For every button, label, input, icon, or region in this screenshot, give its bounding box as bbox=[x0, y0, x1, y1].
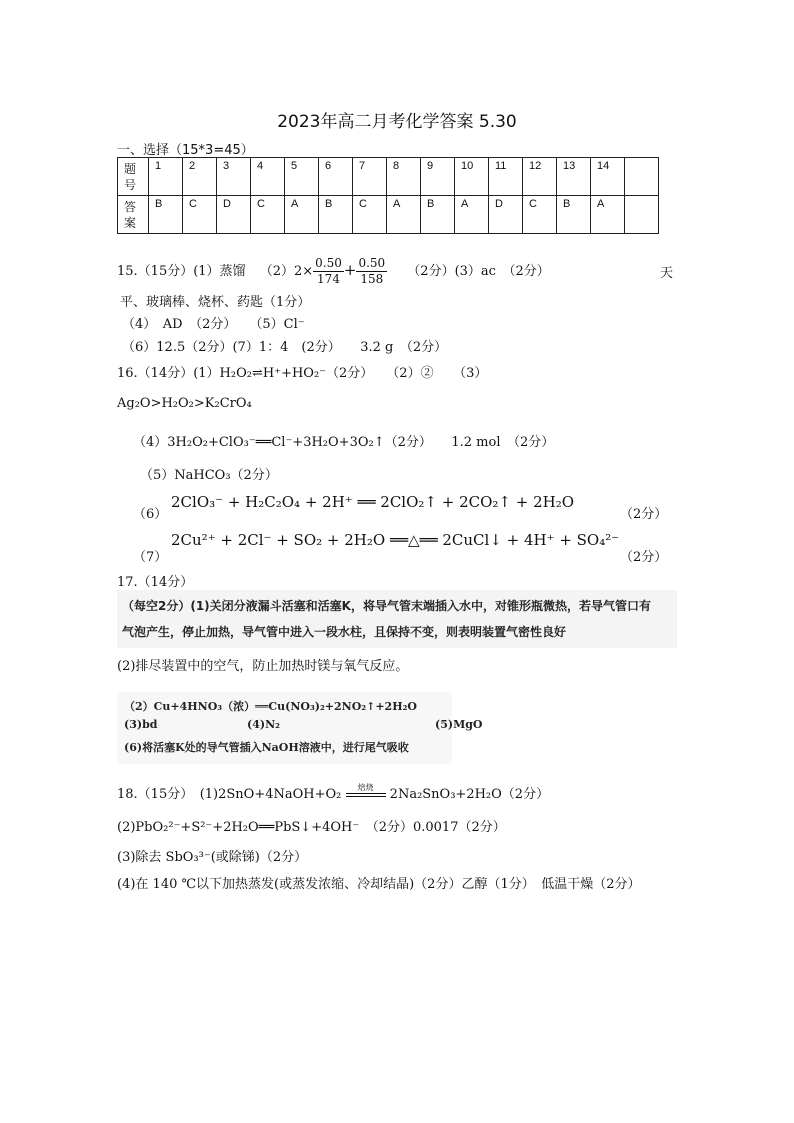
table-cell: A bbox=[591, 196, 625, 234]
table-cell: B bbox=[319, 196, 353, 234]
q17-scan-answer-1 bbox=[117, 590, 677, 648]
q17-heading: 17.（14分） bbox=[117, 575, 194, 590]
q15-part3: （2分）(3）ac （2分） bbox=[407, 264, 550, 279]
table-cell: 5 bbox=[285, 158, 319, 196]
q18-line3: (3)除去 SbO₃³⁻(或除锑)（2分） bbox=[117, 850, 308, 865]
q17-scan2-line2a: (3)bd bbox=[124, 718, 158, 731]
table-cell bbox=[625, 196, 659, 234]
q15-part2-prefix: （2）2× bbox=[259, 264, 314, 279]
q15-line1-end: 天 bbox=[660, 266, 674, 281]
q16-line6-label: （7） bbox=[133, 550, 168, 565]
double-line bbox=[346, 793, 386, 797]
q15-line1 bbox=[117, 256, 550, 287]
table-cell: C bbox=[523, 196, 557, 234]
table-cell: 2 bbox=[183, 158, 217, 196]
fraction-1-numerator: 0.50 bbox=[315, 256, 342, 270]
table-cell: 6 bbox=[319, 158, 353, 196]
table-cell: 9 bbox=[421, 158, 455, 196]
page-title: 2023年高二月考化学答案 5.30 bbox=[277, 112, 517, 132]
table-cell: A bbox=[455, 196, 489, 234]
q18-line2: (2)PbO₂²⁻+S²⁻+2H₂O══PbS↓+4OH⁻ （2分）0.0017（2分） bbox=[117, 820, 506, 835]
row-head-number: 题号 bbox=[118, 158, 149, 196]
q16-line1: 16.（14分）(1）H₂O₂⇌H⁺+HO₂⁻（2分） （2）② （3） bbox=[117, 366, 488, 381]
table-cell: C bbox=[353, 196, 387, 234]
table-cell: A bbox=[285, 196, 319, 234]
table-cell: 12 bbox=[523, 158, 557, 196]
q16-equation-6: 2ClO₃⁻ + H₂C₂O₄ + 2H⁺ ══ 2ClO₂↑ + 2CO₂↑ + 2H₂O bbox=[171, 493, 575, 511]
q16-line4: （5）NaHCO₃（2分） bbox=[140, 468, 278, 483]
table-cell: B bbox=[149, 196, 183, 234]
q18-line1-right: 2Na₂SnO₃+2H₂O（2分） bbox=[389, 787, 550, 802]
plus-sign: + bbox=[343, 261, 357, 279]
table-row-numbers bbox=[118, 158, 659, 196]
table-cell: 11 bbox=[489, 158, 523, 196]
answer-table bbox=[117, 157, 659, 234]
q15-part1: 15.（15分）(1）蒸馏 bbox=[117, 264, 246, 279]
q17-scan2-line2c: (5)MgO bbox=[435, 718, 483, 731]
q16-line3: （4）3H₂O₂+ClO₃⁻══Cl⁻+3H₂O+3O₂↑（2分） 1.2 mol （2分） bbox=[133, 435, 555, 450]
table-cell: 13 bbox=[557, 158, 591, 196]
q16-line5-label: （6） bbox=[133, 507, 168, 522]
table-cell: A bbox=[387, 196, 421, 234]
q16-line6-score: （2分） bbox=[620, 550, 668, 565]
q17-scan1-line2: 气泡产生，停止加热，导气管中进入一段水柱，且保持不变，则表明装置气密性良好 bbox=[122, 625, 567, 639]
table-cell: D bbox=[217, 196, 251, 234]
row-head-answer: 答案 bbox=[118, 196, 149, 234]
fraction-2-numerator: 0.50 bbox=[358, 256, 386, 270]
q17-scan1-line1: （每空2分）(1)关闭分液漏斗活塞和活塞K，将导气管末端插入水中，对锥形瓶微热，若导气管口有 bbox=[122, 599, 651, 613]
table-cell: C bbox=[251, 196, 285, 234]
section-heading-choice: 一、选择（15*3=45） bbox=[117, 143, 254, 158]
table-cell: B bbox=[421, 196, 455, 234]
q15-line2: 平、玻璃棒、烧杯、药匙（1分） bbox=[120, 295, 311, 310]
table-cell: D bbox=[489, 196, 523, 234]
fraction-2 bbox=[356, 256, 387, 287]
fraction-1 bbox=[313, 256, 344, 287]
table-cell: B bbox=[557, 196, 591, 234]
table-cell: C bbox=[183, 196, 217, 234]
q16-equation-7: 2Cu²⁺ + 2Cl⁻ + SO₂ + 2H₂O ══△══ 2CuCl↓ + 4H⁺ + SO₄²⁻ bbox=[171, 531, 620, 549]
fraction-1-denominator: 174 bbox=[317, 272, 340, 286]
q16-line5-score: （2分） bbox=[620, 507, 668, 522]
q17-scan2-line3: (6)将活塞K处的导气管插入NaOH溶液中，进行尾气吸收 bbox=[124, 741, 409, 754]
table-cell: 10 bbox=[455, 158, 489, 196]
q17-scan-answer-2 bbox=[117, 692, 483, 764]
q15-line4: （6）12.5（2分）(7）1：4 (2分） 3.2 g （2分） bbox=[122, 340, 448, 355]
q18-line1-left: 18.（15分） (1)2SnO+4NaOH+O₂ bbox=[117, 787, 342, 802]
table-cell: 14 bbox=[591, 158, 625, 196]
table-cell: 7 bbox=[353, 158, 387, 196]
q18-line4: (4)在 140 ℃以下加热蒸发(或蒸发浓缩、冷却结晶)（2分）乙醇（1分） 低温干燥（2分） bbox=[117, 877, 641, 892]
table-cell: 4 bbox=[251, 158, 285, 196]
q15-line3: （4） AD （2分） （5）Cl⁻ bbox=[122, 317, 305, 332]
table-cell: 8 bbox=[387, 158, 421, 196]
table-row-answers bbox=[118, 196, 659, 234]
table-cell bbox=[625, 158, 659, 196]
fraction-2-denominator: 158 bbox=[360, 272, 384, 286]
q17-scan2-line2b: (4)N₂ bbox=[247, 718, 280, 731]
q17-scan2-line1: （2）Cu+4HNO₃（浓）══Cu(NO₃)₂+2NO₂↑+2H₂O bbox=[124, 700, 418, 713]
q18-line1 bbox=[117, 783, 549, 802]
table-cell: 3 bbox=[217, 158, 251, 196]
reaction-arrow bbox=[346, 783, 386, 802]
table-cell: 1 bbox=[149, 158, 183, 196]
q17-line2: (2)排尽装置中的空气，防止加热时镁与氧气反应。 bbox=[117, 659, 409, 674]
reaction-condition: 焙烧 bbox=[357, 783, 374, 792]
q16-line2: Ag₂O>H₂O₂>K₂CrO₄ bbox=[117, 396, 252, 411]
